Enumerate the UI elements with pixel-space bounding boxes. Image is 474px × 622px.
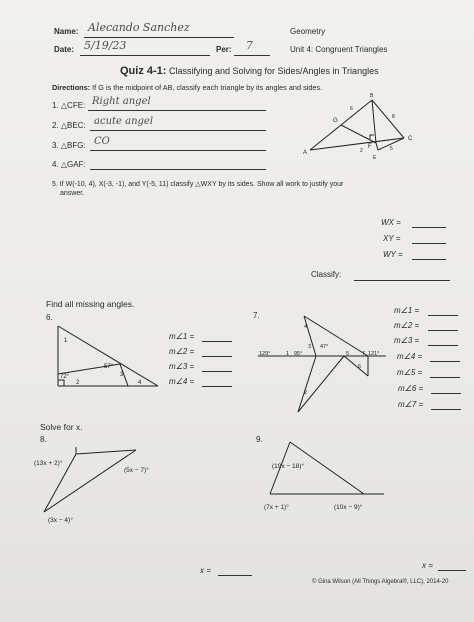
q6-m1-label: m∠1 = [169,332,195,341]
label-b: B [370,93,374,99]
q4-line [90,169,266,170]
classify-label: Classify: [311,270,342,279]
q8-angle-3x-minus-4: (3x − 4)° [48,517,73,524]
q6-angle-57: 57° [104,364,114,370]
q3-line [90,150,266,151]
q5-text-line1: If W(-10, 4), X(-3, -1), and Y(-5, 11) classify △WXY by its sides. Show all work to justify your [59,181,344,188]
wx-label: WX = [381,218,401,227]
name-label: Name: [54,27,79,36]
name-value[interactable]: Alecando Sanchez [88,21,190,34]
quiz-title [120,65,379,77]
q9-angle-19x-minus-18: (19x − 18)° [272,463,305,470]
segment-fe [376,143,378,150]
date-value[interactable]: 5/19/23 [84,39,127,52]
length-2: 2 [360,148,363,154]
q6-m3-line[interactable] [202,371,232,372]
q7-angle-95: 95° [294,351,303,357]
segment-bc [372,100,404,138]
label-e: E [373,155,377,161]
copyright: © Gina Wilson (All Things Algebra®, LLC), 2014-20 [312,579,449,585]
length-6: 6 [350,106,353,112]
q6-angle-4: 4 [138,380,142,386]
quiz-number: Quiz 4-1: [120,65,167,77]
directions [52,83,322,92]
q9-x-line[interactable] [438,570,466,571]
q7-m5-line[interactable] [430,377,460,378]
q7-m1-line[interactable] [428,315,458,316]
label-a: A [303,150,308,156]
q7-label-5: 5 [346,351,350,357]
q6-angle-3: 3 [120,372,124,378]
q9-triangle-figure [260,438,390,518]
q1-number: 1. [52,101,59,110]
q7-m1-label: m∠1 = [394,306,420,315]
xy-line[interactable] [412,243,446,244]
q2 [52,121,86,130]
q5-number: 5. [52,181,58,188]
q5-text [52,180,343,188]
q6-m1-line[interactable] [202,341,232,342]
segment-bf [372,100,376,143]
directions-label: Directions: [52,83,91,92]
per-value[interactable]: 7 [246,39,253,52]
wy-label: WY = [383,250,403,259]
q6-angle-2: 2 [76,380,80,386]
per-line [234,55,270,56]
q3 [52,141,86,150]
q7-lower-diagonal [298,356,344,412]
q8-number: 8. [40,435,47,444]
course-name: Geometry [290,27,326,36]
q3-number: 3. [52,141,59,150]
length-8: 8 [392,114,395,120]
q7-m4-label: m∠4 = [397,352,423,361]
q9-x-label: x = [422,561,433,570]
q4-number: 4. [52,160,59,169]
section-find-angles: Find all missing angles. [46,299,135,309]
q7-m3-label: m∠3 = [394,336,420,345]
q6-right-angle-mark [58,380,64,386]
q7-angle-121: 121° [368,351,380,357]
classify-line[interactable] [354,280,450,281]
q7-m6-line[interactable] [431,393,461,394]
q2-number: 2. [52,121,59,130]
q7-label-7: 7 [362,351,366,357]
directions-text: If G is the midpoint of AB, classify each triangle by its angles and sides. [92,83,323,92]
q6-angle-1: 1 [64,338,68,344]
q8-x-label: x = [200,566,211,575]
q7-label-1: 1 [286,351,290,357]
q8-triangle-figure [30,446,170,532]
q6-m2-label: m∠2 = [169,347,195,356]
q7-label-3: 3 [308,344,312,350]
q7-angle-47: 47° [320,344,329,350]
q1 [52,101,85,110]
q7-angles-figure [256,314,390,414]
q2-line [90,130,266,131]
label-f: F [368,144,372,150]
q7-m7-line[interactable] [431,409,461,410]
length-5: 5 [390,146,393,152]
q6-m2-line[interactable] [202,356,232,357]
q7-number: 7. [253,311,260,320]
q2-answer[interactable]: acute angel [94,116,154,127]
q8-angle-13x-plus-2: (13x + 2)° [34,460,63,467]
q7-upper-diagonal [304,316,368,356]
label-g: G [333,118,338,124]
congruent-triangles-figure [300,92,420,164]
right-angle-mark [370,135,374,139]
q8-x-line[interactable] [218,575,252,576]
q6-m4-label: m∠4 = [169,377,195,386]
q2-label: △BEC: [60,121,86,130]
q7-m2-label: m∠2 = [394,321,420,330]
q4 [52,160,86,169]
quiz-subtitle: Classifying and Solving for Sides/Angles in Triangles [168,66,379,76]
q7-m3-line[interactable] [428,345,458,346]
q9-number: 9. [256,435,263,444]
q9-angle-7x-plus-1: (7x + 1)° [264,504,289,511]
name-line [84,37,234,38]
q6-hypotenuse [58,326,158,386]
xy-label: XY = [383,234,401,243]
q7-label-6: 6 [358,364,362,370]
q6-triangle-figure [50,320,162,394]
q4-label: △GAF: [60,160,86,169]
q7-right-lower [344,356,368,376]
date-label: Date: [54,45,75,54]
wx-line[interactable] [412,227,446,228]
q6-number: 6. [46,313,53,322]
q7-m7-label: m∠7 = [398,400,424,409]
q8-angle-5x-minus-7: (5x − 7)° [124,467,149,474]
q9-angle-10x-minus-9: (10x − 9)° [334,504,363,511]
segment-gf [341,125,376,143]
date-line [80,55,210,56]
q8-top-side [76,450,136,454]
q3-label: △BFG: [60,141,86,150]
q7-label-2: 2 [304,390,308,396]
q6-m3-label: m∠3 = [169,362,195,371]
wy-line[interactable] [412,259,446,260]
q5-text-line2: answer. [60,190,85,197]
q7-label-4: 4 [304,324,308,330]
unit-name: Unit 4: Congruent Triangles [290,45,388,54]
q7-m6-label: m∠6 = [398,384,424,393]
q7-left-lower [298,356,316,412]
q1-line [88,110,266,111]
q1-answer[interactable]: Right angel [92,96,151,107]
q7-m2-line[interactable] [428,330,458,331]
q6-m4-line[interactable] [202,386,232,387]
q1-label: △CFE: [60,101,86,110]
q7-angle-129: 129° [259,351,271,357]
section-solve-x: Solve for x. [40,422,83,432]
per-label: Per: [216,45,232,54]
q7-m5-label: m∠5 = [397,368,423,377]
q3-answer[interactable]: CO [94,136,110,147]
label-c: C [408,136,413,142]
q6-angle-72: 72° [60,374,70,380]
q7-m4-line[interactable] [430,361,460,362]
